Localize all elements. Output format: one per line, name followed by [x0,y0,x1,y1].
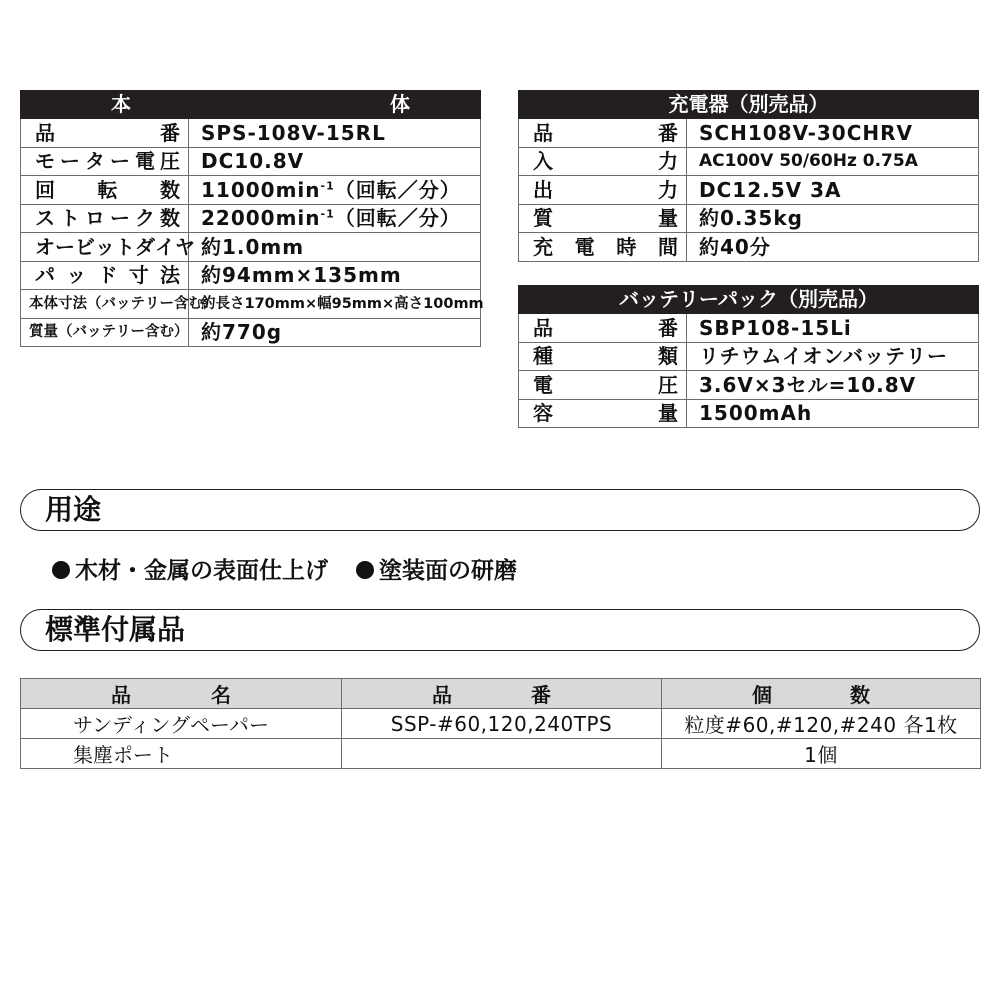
table-row [21,261,481,290]
label-char: ー [110,206,130,231]
table-row [21,204,481,233]
bullet-icon [52,561,70,579]
accessory-part: SSP-#60,120,240TPS [342,709,662,739]
label-char: 電 [574,234,595,259]
spec-value: AC100V 50/60Hz 0.75A [687,147,979,176]
label-char: 圧 [160,149,180,174]
label-char: 番 [531,683,551,707]
label-char: 入 [533,149,553,174]
col-header-part [342,679,662,709]
label-char: 充 [533,234,553,259]
spec-value: 1500mAh [687,399,979,428]
col-header-name [21,679,342,709]
label-char: タ [85,149,105,174]
table-row [519,204,979,233]
spec-label [21,119,189,148]
spec-label [519,147,687,176]
charger-spec-header [519,91,979,119]
body-header-left: 本 [111,92,131,116]
spec-value: リチウムイオンバッテリー [687,342,979,371]
col-header-qty [662,679,981,709]
label-char: 品 [432,683,452,707]
label-char: オ [35,234,55,259]
rpm-value: 11000min [201,177,321,202]
spec-label [21,261,189,290]
table-row [21,176,481,205]
spec-label [21,204,189,233]
uses-list [52,556,517,586]
label-char: 品 [35,120,55,145]
label-char: 電 [135,149,155,174]
bullet-icon [356,561,374,579]
rpm-exponent: -1 [320,179,335,193]
accessories-table [20,678,981,769]
label-char: 数 [850,683,870,707]
body-spec-header [21,91,481,119]
table-row [519,399,979,428]
label-char: 力 [658,149,678,174]
table-row [21,318,481,347]
table-row [519,119,979,148]
spec-value: SPS-108V-15RL [189,119,481,148]
body-header-right: 体 [390,92,410,116]
table-row [21,709,981,739]
accessory-part [342,739,662,769]
uses-item: 木材・金属の表面仕上げ [75,558,328,584]
spec-value: SBP108-15Li [687,314,979,343]
uses-item: 塗装面の研磨 [379,558,517,584]
label-char: 数 [160,177,180,202]
label-char: ー [60,149,80,174]
spec-label [21,233,195,262]
label-char: ス [35,206,55,231]
spec-label [519,342,687,371]
label-char: 量 [658,206,678,231]
label-char: ト [60,206,80,231]
battery-title: バッテリーパック（別売品） [519,286,979,314]
label-char: パ [35,263,55,288]
table-row [519,342,979,371]
label-char: 法 [160,263,180,288]
spec-value: 3.6V×3セル=10.8V [687,371,979,400]
table-row [519,233,979,262]
stroke-exponent: -1 [320,207,335,221]
spec-value: 約0.35kg [687,204,979,233]
spec-value: 約40分 [687,233,979,262]
label-char: ヤ [175,234,195,259]
spec-label [519,176,687,205]
stroke-unit: （回転／分） [334,206,461,231]
label-char: 数 [160,206,180,231]
stroke-value: 22000min [201,206,321,231]
label-char: ビ [75,234,95,259]
label-char: 番 [658,120,678,145]
battery-spec-table [518,285,979,428]
label-char: 品 [111,683,131,707]
spec-label: 質量（バッテリー含む） [21,318,189,347]
spec-value: 約1.0mm [189,233,481,262]
label-char: 質 [533,206,553,231]
label-char: ー [55,234,75,259]
spec-value: 約770g [189,318,481,347]
label-char: 電 [533,372,553,397]
spec-value: 約94mm×135mm [189,261,481,290]
label-char: ト [115,234,135,259]
label-char: ク [135,206,155,231]
spec-value [189,204,481,233]
spec-label [21,176,189,205]
table-row [21,739,981,769]
table-row [519,176,979,205]
label-char: 類 [658,344,678,369]
label-char: ド [97,263,118,288]
accessory-qty: 1個 [662,739,981,769]
label-char: 回 [35,177,55,202]
accessories-header-row [21,679,981,709]
label-char: ダ [135,234,155,259]
label-char: モ [35,149,55,174]
label-char: 番 [160,120,180,145]
charger-spec-table [518,90,979,262]
spec-value: DC10.8V [189,147,481,176]
table-row [21,290,481,319]
table-row [21,119,481,148]
label-char: 品 [533,120,553,145]
spec-label [21,147,189,176]
label-char: イ [155,234,175,259]
label-char: 間 [657,234,678,259]
label-char: 寸 [128,263,149,288]
rpm-unit: （回転／分） [334,177,461,202]
label-char: 時 [616,234,637,259]
spec-label [519,233,687,262]
label-char: ッ [66,263,87,288]
label-char: ー [110,149,130,174]
label-char: 名 [211,683,231,707]
label-char: ロ [85,206,105,231]
accessories-section-title: 標準付属品 [45,613,186,646]
charger-title: 充電器（別売品） [519,91,979,119]
spec-label: 本体寸法（バッテリー含む） [21,290,189,319]
spec-value [189,176,481,205]
spec-value: 約長さ170mm×幅95mm×高さ100mm [189,290,481,319]
uses-section-header [20,489,980,531]
accessory-qty: 粒度#60,#120,#240 各1枚 [662,709,981,739]
table-row [21,233,481,262]
label-char: 容 [533,401,553,426]
label-char: 出 [533,177,553,202]
spec-value: SCH108V-30CHRV [687,119,979,148]
accessories-section-header [20,609,980,651]
battery-spec-header [519,286,979,314]
label-char: ッ [95,234,115,259]
spec-value: DC12.5V 3A [687,176,979,205]
body-spec-table [20,90,484,347]
label-char: 量 [658,401,678,426]
label-char: 力 [658,177,678,202]
table-row [21,147,481,176]
label-char: 番 [658,315,678,340]
label-char: 転 [97,177,118,202]
label-char: 個 [752,683,772,707]
label-char: 品 [533,315,553,340]
spec-label [519,204,687,233]
label-char: 種 [533,344,553,369]
table-row [519,314,979,343]
accessory-name: サンディングペーパー [21,709,342,739]
spec-label [519,119,687,148]
label-char: 圧 [658,372,678,397]
table-row [519,371,979,400]
spec-label [519,314,687,343]
accessory-name: 集塵ポート [21,739,342,769]
spec-label [519,371,687,400]
table-row [519,147,979,176]
uses-section-title: 用途 [45,493,102,526]
spec-label [519,399,687,428]
